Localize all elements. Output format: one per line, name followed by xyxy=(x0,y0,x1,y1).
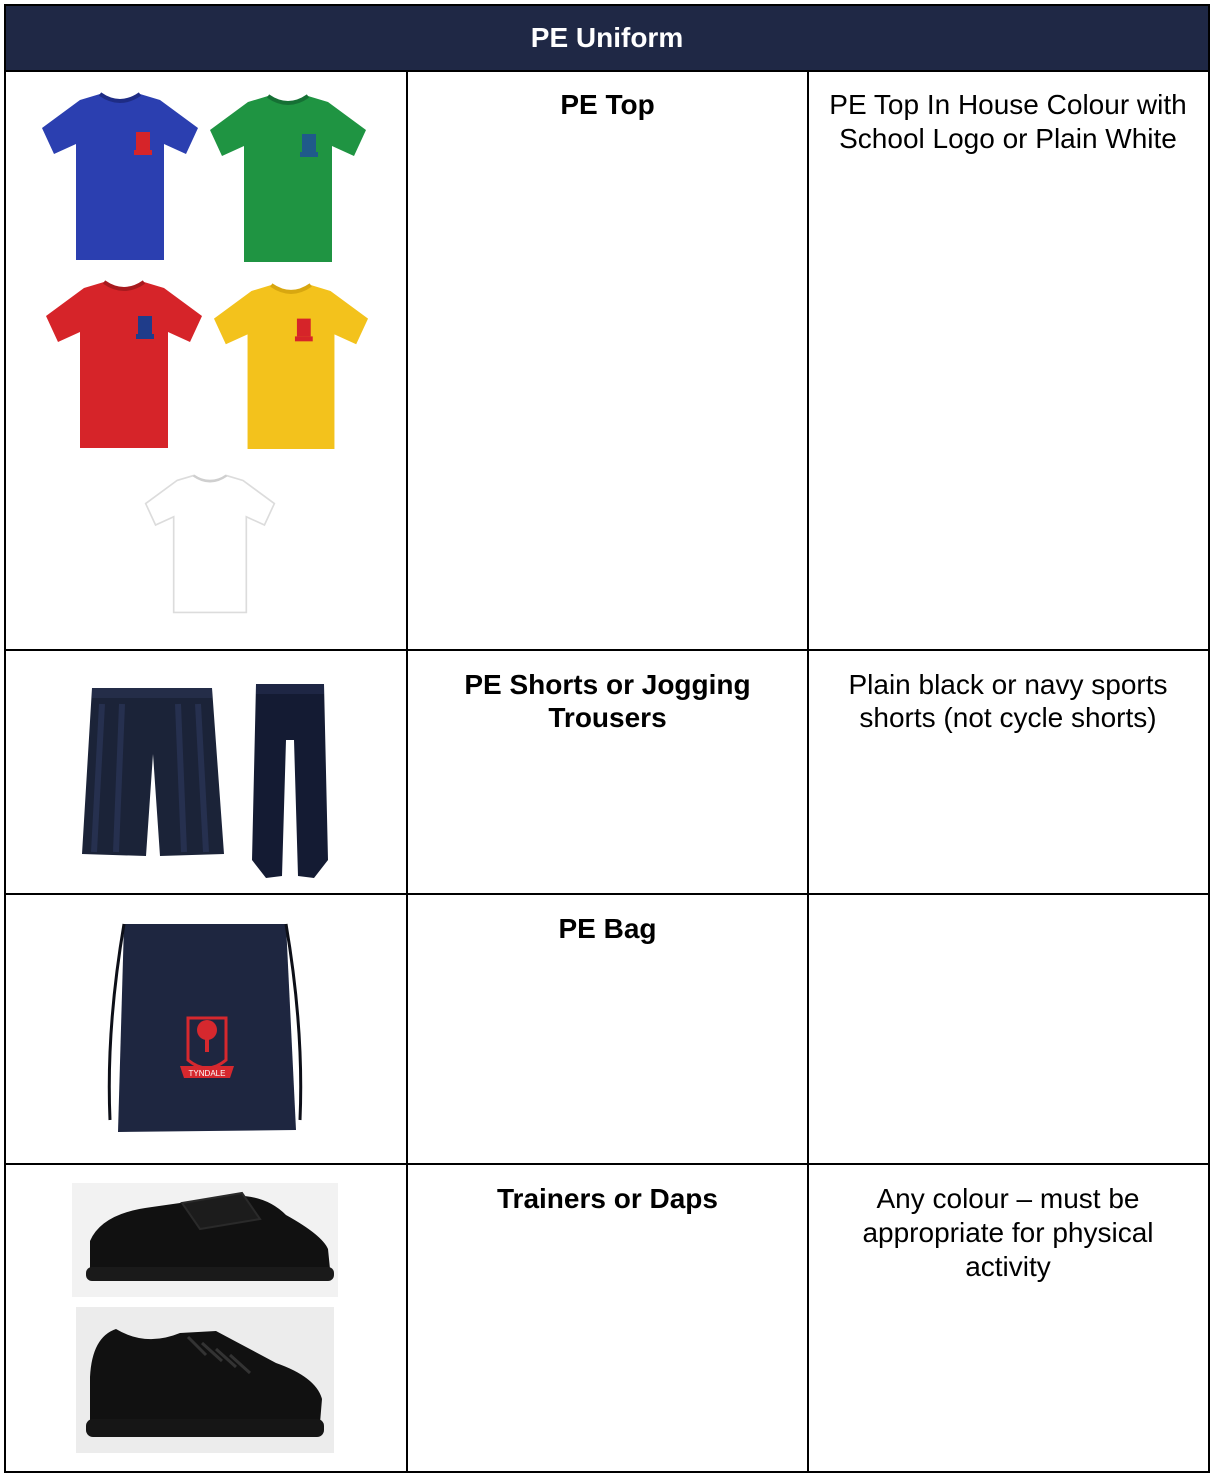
bag-logo-text: TYNDALE xyxy=(188,1069,226,1078)
item-name: Trainers or Daps xyxy=(497,1183,718,1214)
red-tshirt-image xyxy=(44,280,204,450)
blue-tshirt-image xyxy=(40,92,200,262)
item-description: Plain black or navy sports shorts (not cycle shorts) xyxy=(848,669,1168,733)
table-title: PE Uniform xyxy=(530,22,684,53)
white-tshirt-image xyxy=(144,464,276,624)
item-name: PE Bag xyxy=(558,913,657,944)
row-divider xyxy=(6,649,1208,651)
item-description: Any colour – must be appropriate for physical activity xyxy=(862,1183,1154,1282)
navy-shorts-image xyxy=(78,684,228,860)
row-divider xyxy=(6,1163,1208,1165)
column-divider xyxy=(807,70,809,1471)
green-tshirt-image xyxy=(208,94,368,264)
yellow-tshirt-image xyxy=(212,282,370,452)
navy-jogging-trousers-image xyxy=(250,680,330,880)
item-name: PE Shorts or Jogging Trousers xyxy=(464,669,751,733)
lace-trainer-image xyxy=(76,1307,334,1453)
table-header xyxy=(6,6,1208,70)
row-divider xyxy=(6,70,1208,72)
item-description: PE Top In House Colour with School Logo or Plain White xyxy=(829,89,1187,154)
pe-uniform-table xyxy=(4,4,1210,1473)
velcro-dap-image xyxy=(72,1183,338,1297)
column-divider xyxy=(406,70,408,1471)
pe-bag-image xyxy=(104,920,306,1138)
item-name: PE Top xyxy=(560,89,655,120)
row-divider xyxy=(6,893,1208,895)
